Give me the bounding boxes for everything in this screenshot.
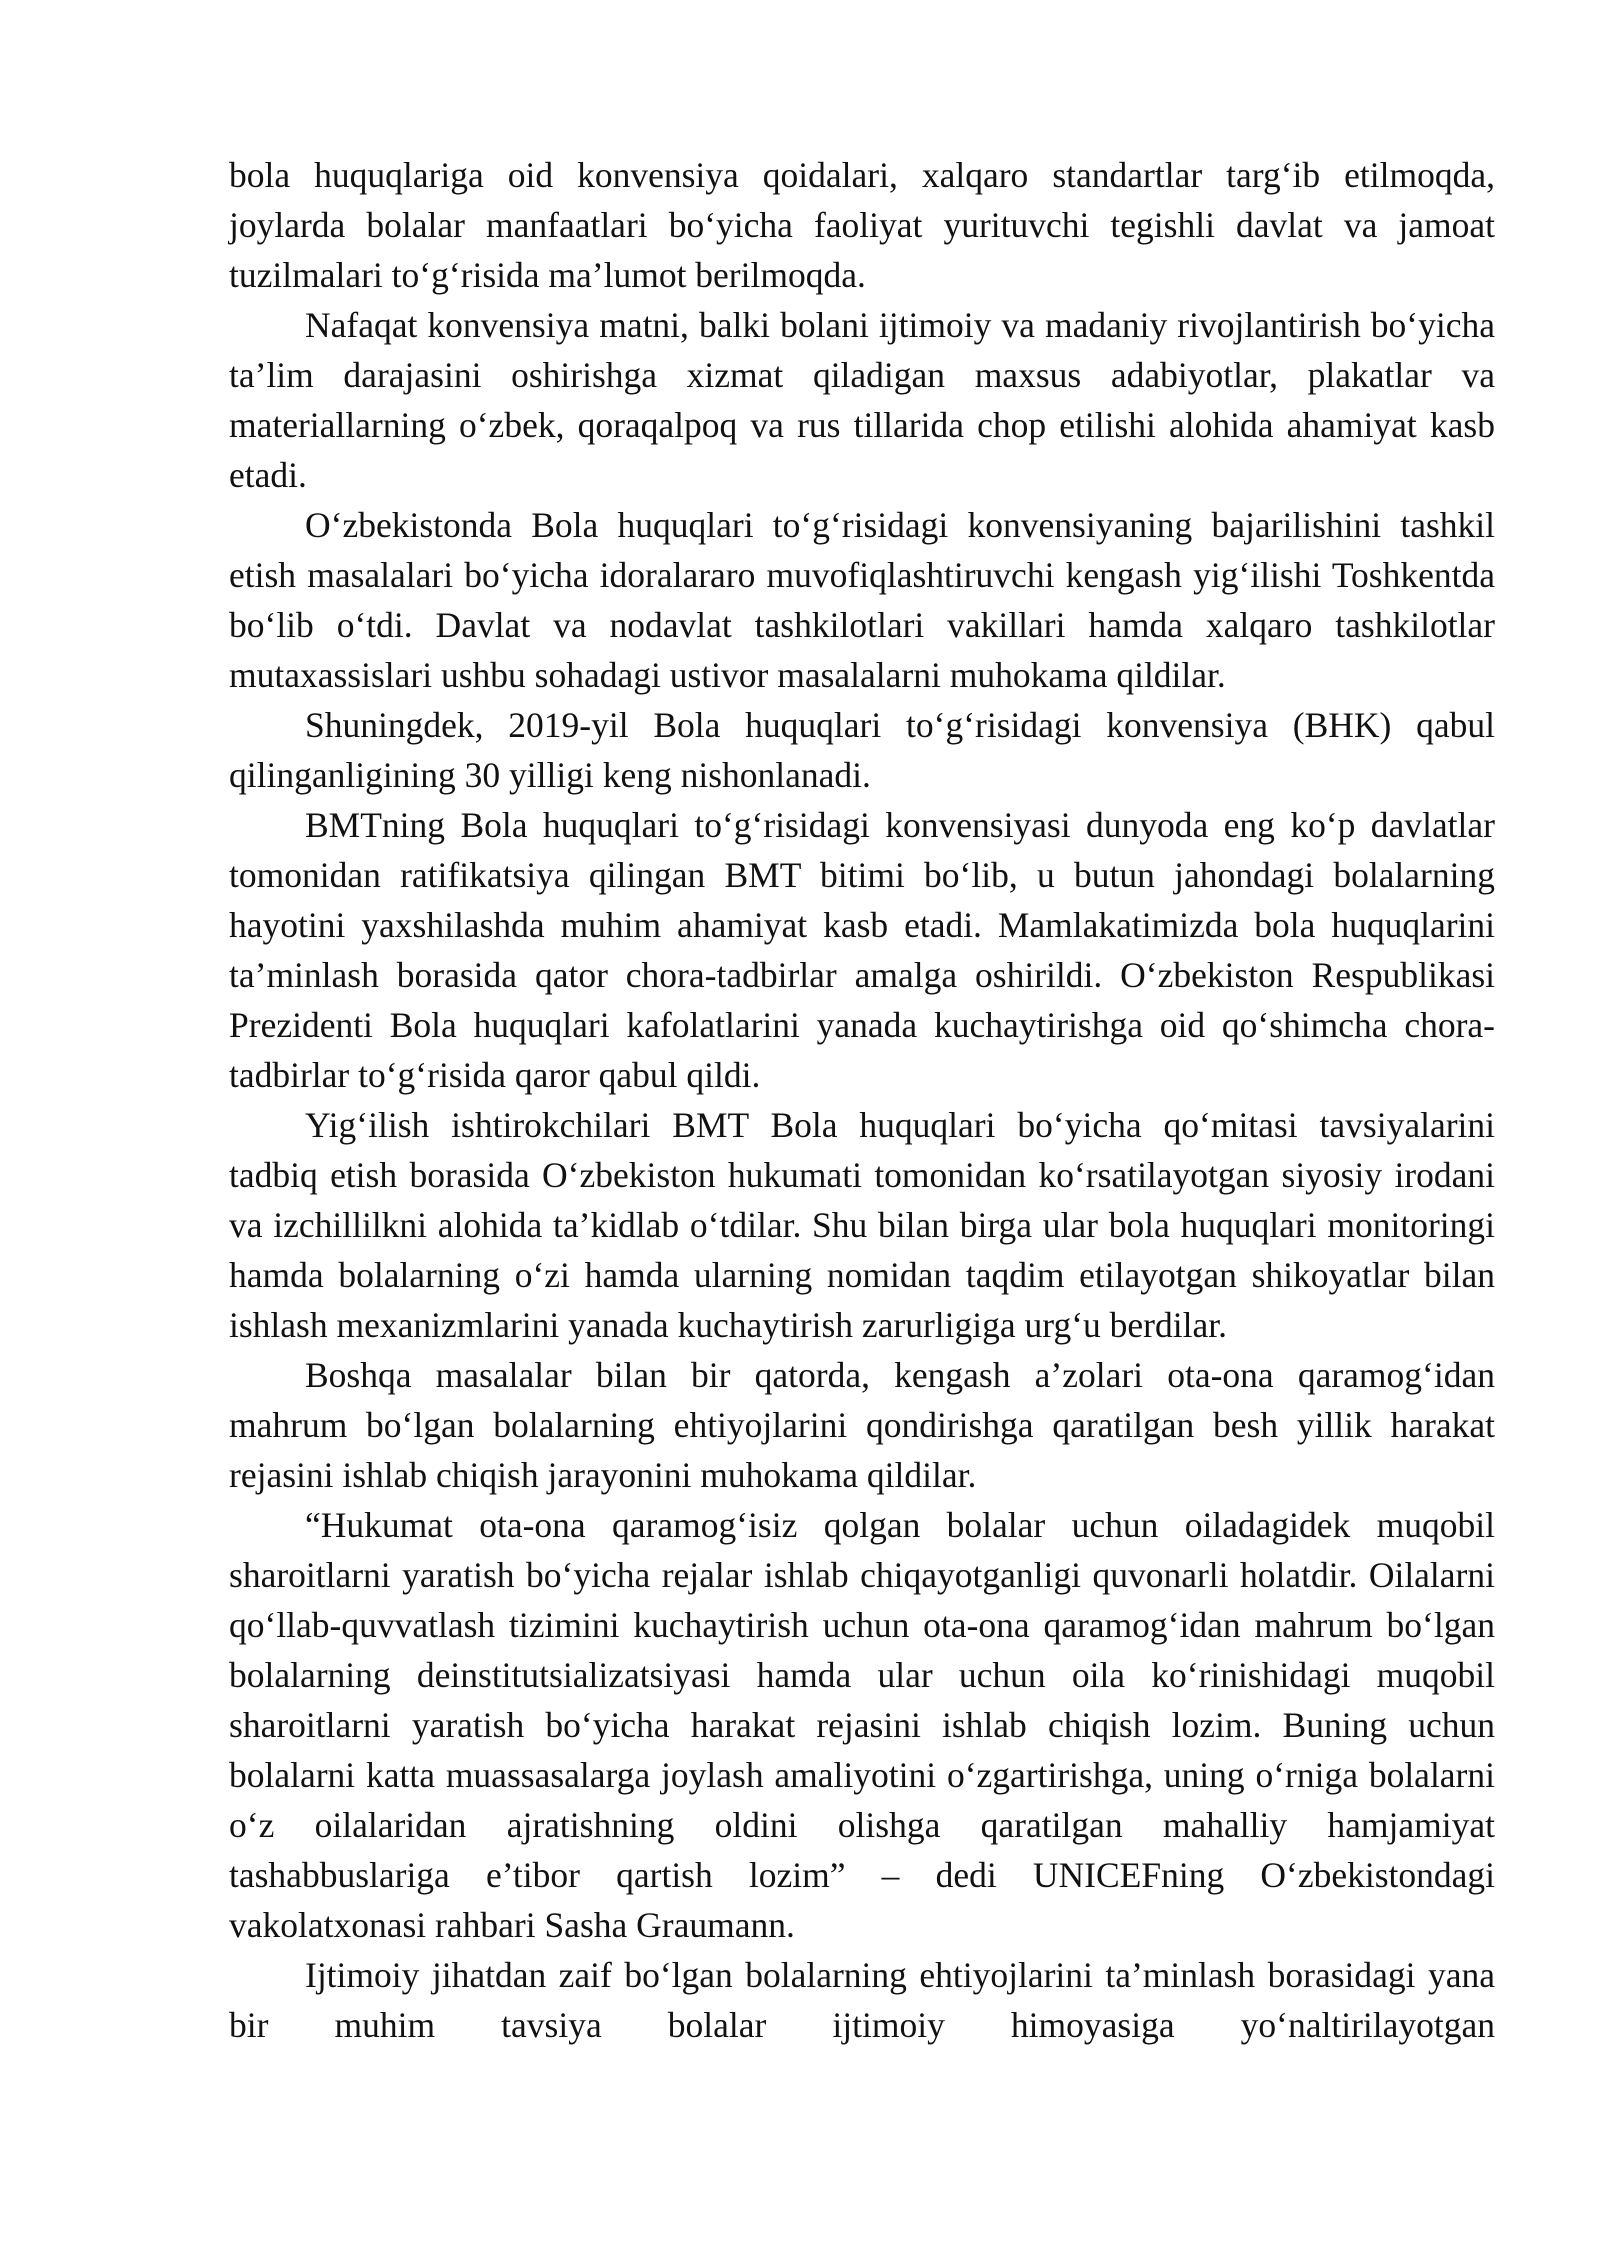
paragraph: BMTning Bola huquqlari to‘g‘risidagi konvensiyasi dunyoda eng ko‘p davlatlar tomonidan ratifikatsiya qilingan BMT bitimi bo‘lib, u butun jahondagi bolalarning hayotini yaxshilashda muhim ahamiyat kasb etadi. Mamlakatimizda bola huquqlarini ta’minlash borasida qator chora-tadbirlar amalga oshirildi. O‘zbekiston Respublikasi Prezidenti Bola huquqlari kafolatlarini yanada kuchaytirishga oid qo‘shimcha chora-tadbirlar to‘g‘risida qaror qabul qildi. [229, 805, 1495, 1095]
paragraph-continues-next-page: Ijtimoiy jihatdan zaif bo‘lgan bolalarning ehtiyojlarini ta’minlash borasidagi yana bir muhim tavsiya bolalar ijtimoiy himoyasiga yo‘naltirilayotgan [229, 1955, 1495, 2045]
paragraph: Boshqa masalalar bilan bir qatorda, kengash a’zolari ota-ona qaramog‘idan mahrum bo‘lgan bolalarning ehtiyojlarini qondirishga qaratilgan besh yillik harakat rejasini ishlab chiqish jarayonini muhokama qildilar. [229, 1355, 1495, 1495]
body-text [229, 150, 1495, 2050]
paragraph: Nafaqat konvensiya matni, balki bolani ijtimoiy va madaniy rivojlantirish bo‘yicha ta’lim darajasini oshirishga xizmat qiladigan maxsus adabiyotlar, plakatlar va materiallarning o‘zbek, qoraqalpoq va rus tillarida chop etilishi alohida ahamiyat kasb etadi. [229, 305, 1495, 495]
paragraph-continued: bola huquqlariga oid konvensiya qoidalari, xalqaro standartlar targ‘ib etilmoqda, joylarda bolalar manfaatlari bo‘yicha faoliyat yurituvchi tegishli davlat va jamoat tuzilmalari to‘g‘risida ma’lumot berilmoqda. [229, 155, 1495, 295]
paragraph: Shuningdek, 2019-yil Bola huquqlari to‘g‘risidagi konvensiya (BHK) qabul qilinganligining 30 yilligi keng nishonlanadi. [229, 705, 1495, 795]
paragraph: O‘zbekistonda Bola huquqlari to‘g‘risidagi konvensiyaning bajarilishini tashkil etish masalalari bo‘yicha idoralararo muvofiqlashtiruvchi kengash yig‘ilishi Toshkentda bo‘lib o‘tdi. Davlat va nodavlat tashkilotlari vakillari hamda xalqaro tashkilotlar mutaxassislari ushbu sohadagi ustivor masalalarni muhokama qildilar. [229, 505, 1495, 695]
paragraph: Yig‘ilish ishtirokchilari BMT Bola huquqlari bo‘yicha qo‘mitasi tavsiyalarini tadbiq etish borasida O‘zbekiston hukumati tomonidan ko‘rsatilayotgan siyosiy irodani va izchillilkni alohida ta’kidlab o‘tdilar. Shu bilan birga ular bola huquqlari monitoringi hamda bolalarning o‘zi hamda ularning nomidan taqdim etilayotgan shikoyatlar bilan ishlash mexanizmlarini yanada kuchaytirish zarurligiga urg‘u berdilar. [229, 1105, 1495, 1345]
paragraph: “Hukumat ota-ona qaramog‘isiz qolgan bolalar uchun oiladagidek muqobil sharoitlarni yaratish bo‘yicha rejalar ishlab chiqayotganligi quvonarli holatdir. Oilalarni qo‘llab-quvvatlash tizimini kuchaytirish uchun ota-ona qaramog‘idan mahrum bo‘lgan bolalarning deinstitutsializatsiyasi hamda ular uchun oila ko‘rinishidagi muqobil sharoitlarni yaratish bo‘yicha harakat rejasini ishlab chiqish lozim. Buning uchun bolalarni katta muassasalarga joylash amaliyotini o‘zgartirishga, uning o‘rniga bolalarni o‘z oilalaridan ajratishning oldini olishga qaratilgan mahalliy hamjamiyat tashabbuslariga e’tibor qartish lozim” – dedi UNICEFning O‘zbekistondagi vakolatxonasi rahbari Sasha Graumann. [229, 1505, 1495, 1945]
